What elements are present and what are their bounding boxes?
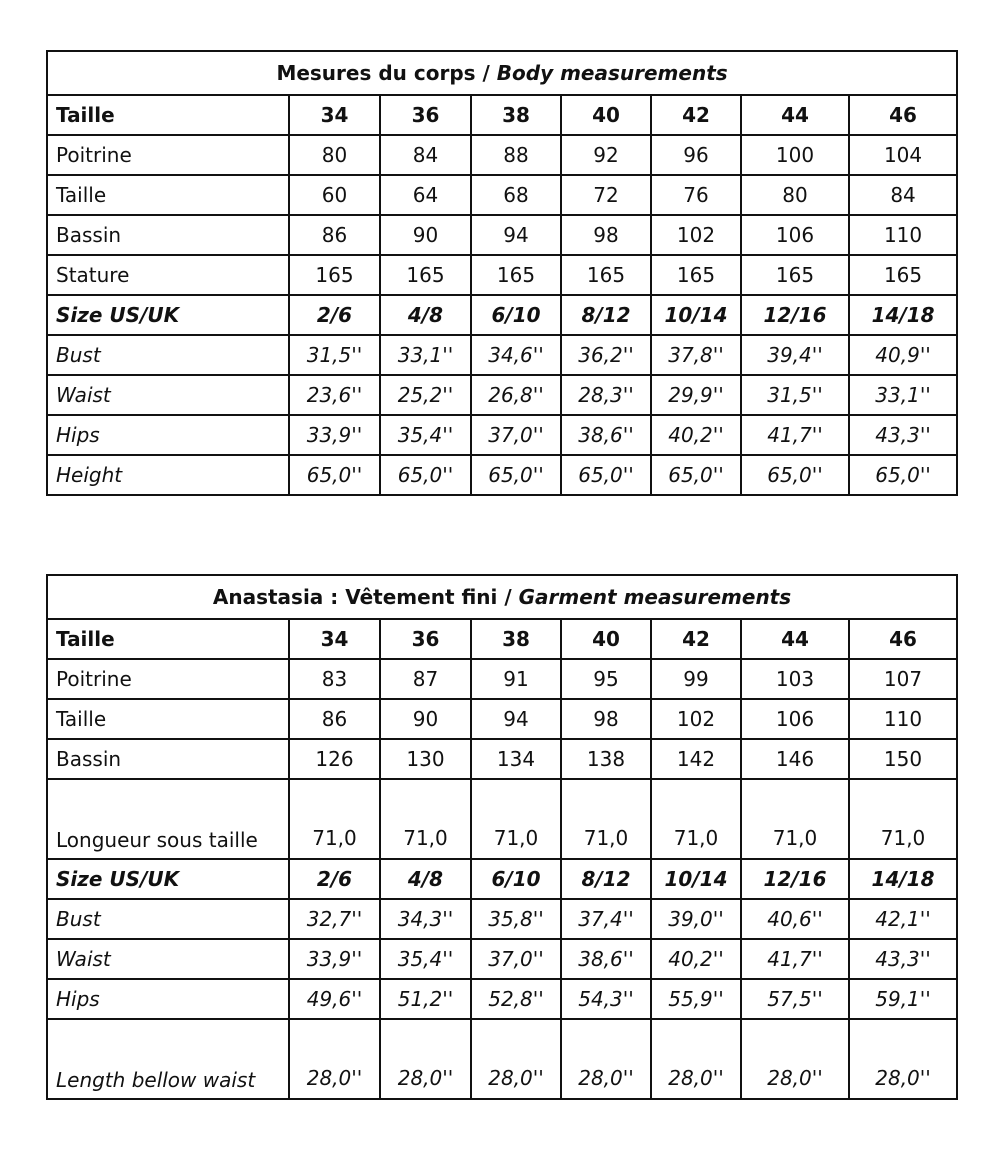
row-label: Taille [47,699,289,739]
row-label: Taille [47,175,289,215]
table-cell: 87 [380,659,471,699]
table-cell: 2/6 [289,295,380,335]
table-cell: 6/10 [471,859,561,899]
row-label: Bust [47,335,289,375]
table-cell: 36,2'' [561,335,651,375]
table-cell: 25,2'' [380,375,471,415]
row-label: Waist [47,375,289,415]
table-row [47,375,957,415]
table-cell: 65,0'' [471,455,561,495]
row-label: Length bellow waist [47,1019,289,1099]
table-cell: 71,0 [849,779,957,859]
table-cell: 107 [849,659,957,699]
table-row [47,215,957,255]
table-cell: 76 [651,175,741,215]
table-cell: 94 [471,215,561,255]
table-cell: 35,8'' [471,899,561,939]
table-title-fr: Anastasia : Vêtement fini / [212,585,519,609]
table-cell: 134 [471,739,561,779]
table-row [47,739,957,779]
table-cell: 71,0 [561,779,651,859]
table-cell: 49,6'' [289,979,380,1019]
table-cell: 14/18 [849,295,957,335]
row-label: Bassin [47,739,289,779]
body-measurements-table [46,50,958,496]
table-cell: 40 [561,619,651,659]
table-cell: 44 [741,95,849,135]
table-cell: 35,4'' [380,939,471,979]
table-cell: 59,1'' [849,979,957,1019]
table-title-fr: Mesures du corps / [276,61,497,85]
row-label: Taille [47,95,289,135]
table-cell: 165 [471,255,561,295]
table-cell: 39,4'' [741,335,849,375]
row-label: Stature [47,255,289,295]
table-row [47,859,957,899]
table-cell: 43,3'' [849,415,957,455]
table-cell: 71,0 [741,779,849,859]
table-cell: 102 [651,699,741,739]
table-cell: 57,5'' [741,979,849,1019]
table-cell: 8/12 [561,295,651,335]
row-label: Longueur sous taille [47,779,289,859]
table-cell: 65,0'' [741,455,849,495]
table-cell: 39,0'' [651,899,741,939]
table-cell: 100 [741,135,849,175]
table-cell: 12/16 [741,859,849,899]
table-cell: 104 [849,135,957,175]
row-label: Bust [47,899,289,939]
table-cell: 40,9'' [849,335,957,375]
table-cell: 28,0'' [289,1019,380,1099]
table-cell: 92 [561,135,651,175]
table-cell: 71,0 [651,779,741,859]
garment-measurements-table [46,574,958,1100]
row-label: Height [47,455,289,495]
table-cell: 37,0'' [471,415,561,455]
table-cell: 86 [289,215,380,255]
row-label: Hips [47,979,289,1019]
table-cell: 65,0'' [289,455,380,495]
table-cell: 84 [380,135,471,175]
row-label: Waist [47,939,289,979]
table-cell: 126 [289,739,380,779]
table-cell: 65,0'' [380,455,471,495]
table-cell: 90 [380,699,471,739]
table-cell: 28,0'' [651,1019,741,1099]
table-cell: 36 [380,619,471,659]
table-title [47,51,957,95]
table-cell: 4/8 [380,295,471,335]
table-cell: 46 [849,95,957,135]
table-cell: 88 [471,135,561,175]
table-cell: 71,0 [380,779,471,859]
table-cell: 80 [289,135,380,175]
table-cell: 28,0'' [561,1019,651,1099]
table-cell: 34,6'' [471,335,561,375]
table-cell: 98 [561,215,651,255]
table-body [47,95,957,495]
table-row [47,175,957,215]
table-cell: 106 [741,215,849,255]
table-row [47,95,957,135]
table-cell: 72 [561,175,651,215]
table-cell: 84 [849,175,957,215]
table-cell: 37,4'' [561,899,651,939]
row-label: Taille [47,619,289,659]
table-cell: 38,6'' [561,415,651,455]
table-cell: 2/6 [289,859,380,899]
table-row [47,295,957,335]
table-cell: 106 [741,699,849,739]
table-cell: 146 [741,739,849,779]
table-cell: 4/8 [380,859,471,899]
table-cell: 130 [380,739,471,779]
table-cell: 51,2'' [380,979,471,1019]
table-cell: 142 [651,739,741,779]
table-cell: 8/12 [561,859,651,899]
table-cell: 28,0'' [849,1019,957,1099]
table-cell: 94 [471,699,561,739]
table-cell: 91 [471,659,561,699]
table-cell: 60 [289,175,380,215]
table-cell: 150 [849,739,957,779]
table-title-en: Garment measurements [518,585,792,609]
table-cell: 40,6'' [741,899,849,939]
table-cell: 98 [561,699,651,739]
table-row [47,135,957,175]
row-label: Bassin [47,215,289,255]
table-cell: 10/14 [651,295,741,335]
table-cell: 65,0'' [651,455,741,495]
table-cell: 110 [849,215,957,255]
table-cell: 33,9'' [289,939,380,979]
table-cell: 37,8'' [651,335,741,375]
table-title [47,575,957,619]
table-cell: 34 [289,95,380,135]
table-cell: 138 [561,739,651,779]
table-cell: 71,0 [471,779,561,859]
table-row [47,699,957,739]
table-cell: 37,0'' [471,939,561,979]
table-cell: 165 [849,255,957,295]
table-cell: 96 [651,135,741,175]
table-cell: 40,2'' [651,939,741,979]
table-cell: 41,7'' [741,939,849,979]
table-cell: 40,2'' [651,415,741,455]
table-row [47,415,957,455]
table-cell: 165 [741,255,849,295]
table-cell: 83 [289,659,380,699]
table-cell: 28,0'' [380,1019,471,1099]
table-cell: 33,9'' [289,415,380,455]
table-cell: 52,8'' [471,979,561,1019]
table-cell: 12/16 [741,295,849,335]
table-row [47,1019,957,1099]
table-cell: 35,4'' [380,415,471,455]
table-cell: 44 [741,619,849,659]
table-cell: 165 [561,255,651,295]
table-cell: 95 [561,659,651,699]
table-cell: 31,5'' [289,335,380,375]
table-cell: 28,0'' [741,1019,849,1099]
row-label: Size US/UK [47,295,289,335]
table-cell: 36 [380,95,471,135]
table-cell: 110 [849,699,957,739]
table-cell: 38 [471,95,561,135]
table-cell: 54,3'' [561,979,651,1019]
row-label: Poitrine [47,135,289,175]
table-cell: 32,7'' [289,899,380,939]
table-cell: 33,1'' [380,335,471,375]
table-cell: 71,0 [289,779,380,859]
table-cell: 103 [741,659,849,699]
table-cell: 34 [289,619,380,659]
table-row [47,255,957,295]
table-cell: 14/18 [849,859,957,899]
table-cell: 43,3'' [849,939,957,979]
table-cell: 165 [651,255,741,295]
table-cell: 41,7'' [741,415,849,455]
row-label: Hips [47,415,289,455]
table-cell: 46 [849,619,957,659]
table-cell: 68 [471,175,561,215]
table-cell: 34,3'' [380,899,471,939]
table-cell: 64 [380,175,471,215]
table-cell: 102 [651,215,741,255]
table-row [47,979,957,1019]
table-cell: 80 [741,175,849,215]
table-body [47,619,957,1099]
table-cell: 28,3'' [561,375,651,415]
table-cell: 65,0'' [849,455,957,495]
row-label: Poitrine [47,659,289,699]
table-cell: 65,0'' [561,455,651,495]
table-cell: 42 [651,95,741,135]
table-cell: 165 [380,255,471,295]
table-cell: 26,8'' [471,375,561,415]
table-cell: 42,1'' [849,899,957,939]
table-row [47,899,957,939]
table-row [47,939,957,979]
table-cell: 31,5'' [741,375,849,415]
table-cell: 42 [651,619,741,659]
table-cell: 28,0'' [471,1019,561,1099]
table-cell: 38 [471,619,561,659]
table-cell: 38,6'' [561,939,651,979]
table-row [47,659,957,699]
table-cell: 10/14 [651,859,741,899]
table-cell: 99 [651,659,741,699]
table-cell: 55,9'' [651,979,741,1019]
table-cell: 33,1'' [849,375,957,415]
table-cell: 6/10 [471,295,561,335]
table-cell: 165 [289,255,380,295]
table-row [47,455,957,495]
table-cell: 86 [289,699,380,739]
table-row [47,619,957,659]
table-cell: 90 [380,215,471,255]
table-cell: 23,6'' [289,375,380,415]
table-row [47,779,957,859]
table-cell: 40 [561,95,651,135]
table-row [47,335,957,375]
table-cell: 29,9'' [651,375,741,415]
row-label: Size US/UK [47,859,289,899]
table-title-en: Body measurements [496,61,728,85]
